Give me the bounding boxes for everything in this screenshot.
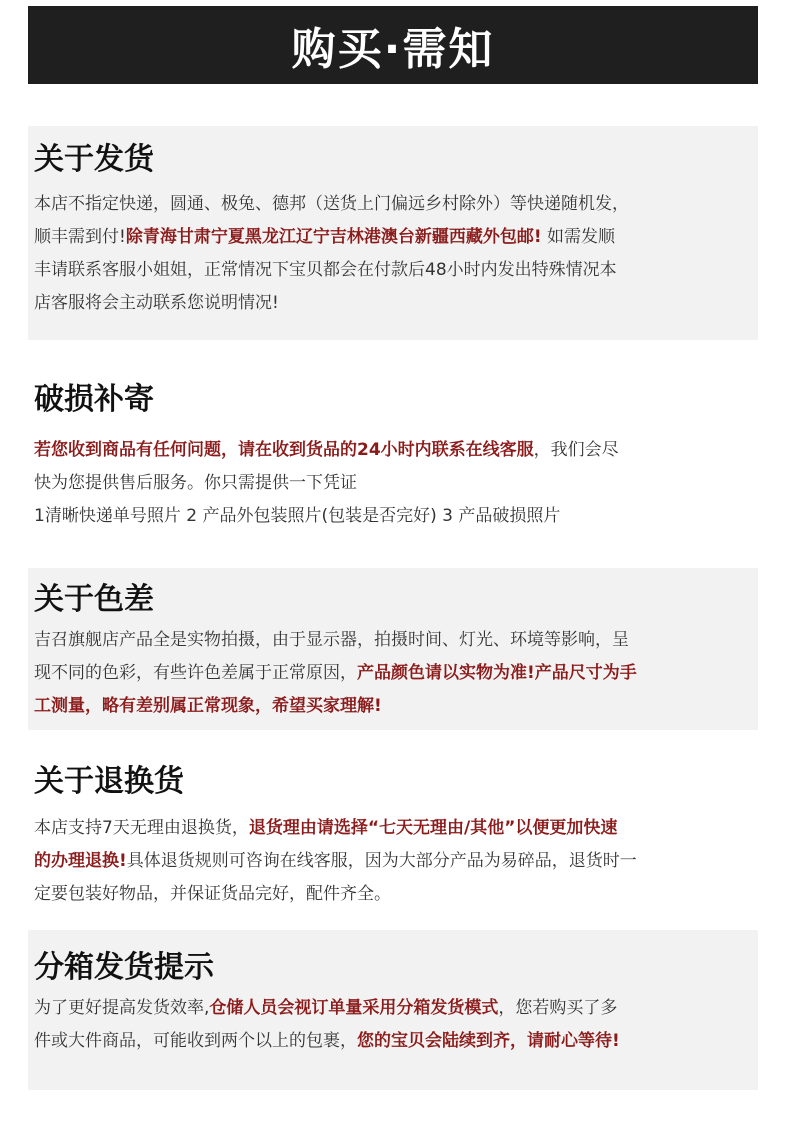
color-heading: 关于色差	[34, 582, 154, 617]
shipping-section	[28, 126, 758, 340]
returns-text	[34, 812, 752, 911]
shipping-text-2: 如需发顺 丰请联系客服小姐姐，正常情况下宝贝都会在付款后48小时内发出特殊情况本 店客服将会主动联系您说明情况!	[34, 227, 617, 313]
shipping-heading: 关于发货	[34, 142, 154, 177]
returns-text-emphasis: 退货理由请选择“七天无理由/其他”以便更加快速 的办理退换!	[34, 818, 618, 871]
split-text-emphasis-1: 仓储人员会视订单量采用分箱发货模式	[209, 998, 499, 1018]
returns-text-1: 本店支持7天无理由退换货，	[34, 818, 249, 838]
color-text	[34, 624, 752, 723]
banner-title: 购买·需知	[291, 24, 495, 75]
split-shipping-section	[28, 930, 758, 1090]
shipping-text-emphasis: 除青海甘肃宁夏黑龙江辽宁吉林港澳台新疆西藏外包邮!	[125, 227, 542, 247]
color-text-emphasis: 产品颜色请以实物为准!产品尺寸为手 工测量，略有差别属正常现象，希望买家理解!	[34, 663, 637, 716]
split-heading: 分箱发货提示	[34, 950, 214, 985]
split-text	[34, 992, 752, 1058]
returns-heading: 关于退换货	[34, 764, 184, 799]
color-text-1: 吉召旗舰店产品全是实物拍摄，由于显示器，拍摄时间、灯光、环境等影响，呈 现不同的色彩，有些许色差属于正常原因，	[34, 630, 629, 683]
split-text-1: 为了更好提高发货效率,	[34, 998, 210, 1018]
damage-heading: 破损补寄	[34, 382, 154, 417]
color-section	[28, 568, 758, 730]
returns-text-2: 具体退货规则可咨询在线客服，因为大部分产品为易碎品，退货时一 定要包装好物品，并保证货品完好，配件齐全。	[34, 851, 637, 904]
damage-text	[34, 434, 752, 533]
damage-text-2: ，我们会尽 快为您提供售后服务。你只需提供一下凭证 1清晰快递单号照片 2 产品外包装照片(包装是否完好) 3 产品破损照片	[34, 440, 619, 526]
shipping-text-1: 本店不指定快递，圆通、极兔、德邦（送货上门偏远乡村除外）等快递随机发， 顺丰需到付!	[34, 194, 629, 247]
damage-section	[28, 372, 758, 532]
page-banner	[28, 6, 758, 84]
split-text-2: ，您若购买了多 件或大件商品，可能收到两个以上的包裹，	[34, 998, 618, 1051]
shipping-text	[34, 188, 752, 320]
damage-text-emphasis: 若您收到商品有任何问题，请在收到货品的24小时内联系在线客服	[34, 440, 534, 460]
returns-section	[28, 758, 758, 918]
split-text-emphasis-2: 您的宝贝会陆续到齐，请耐心等待!	[357, 1031, 620, 1051]
